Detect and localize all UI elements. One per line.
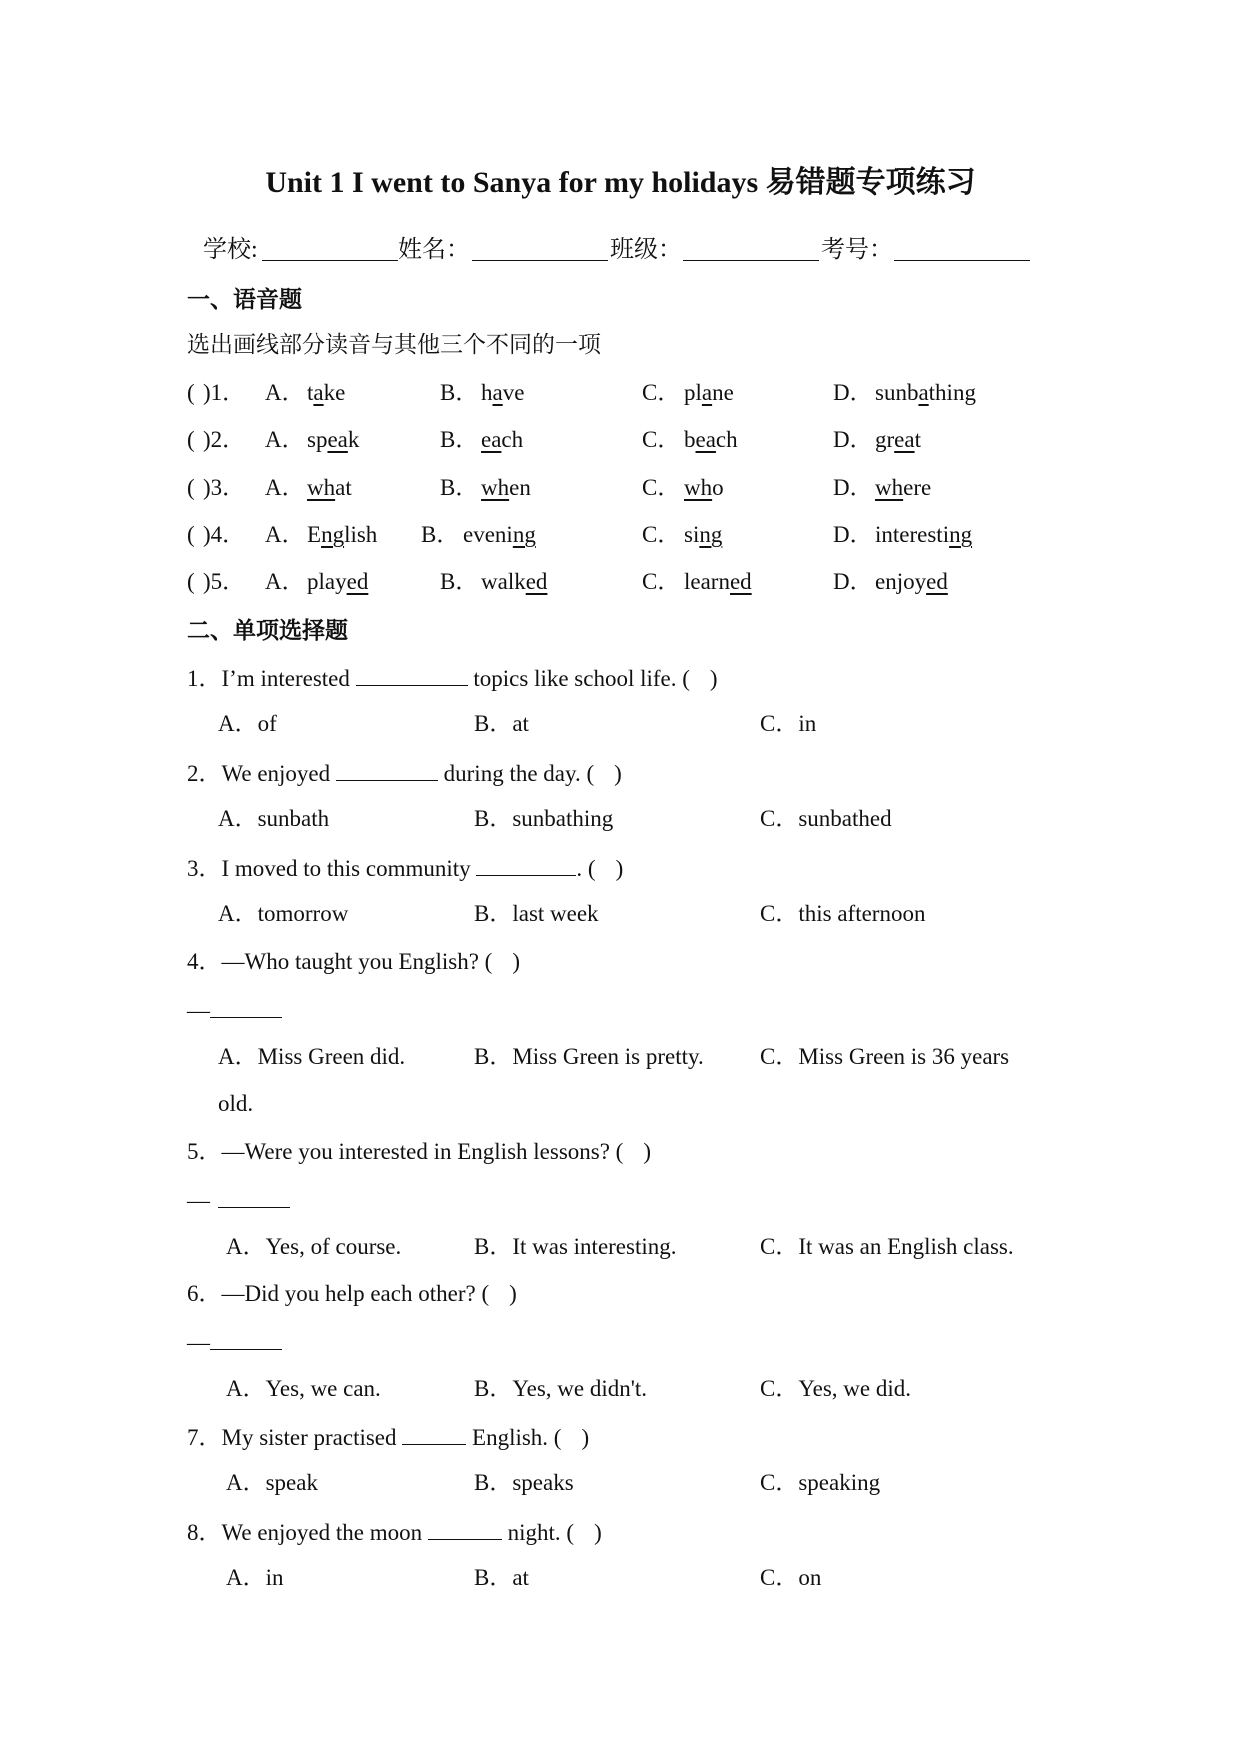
option-word-a[interactable] <box>307 381 345 404</box>
question-stem <box>187 665 718 690</box>
underlined-part: wh <box>684 475 713 500</box>
underlined-part: ed <box>525 569 548 594</box>
question-stem <box>187 1519 602 1544</box>
question-text: I’m interested <box>221 666 356 691</box>
word-part: k <box>347 427 360 452</box>
word-part: h <box>481 380 493 405</box>
question-text: —Were you interested in English lessons? ( <box>221 1139 624 1164</box>
option-b[interactable]: B．Miss Green is pretty. <box>474 1044 704 1069</box>
word-part: lish <box>344 522 378 547</box>
option-letter-d: D． <box>833 569 873 594</box>
option-word-c[interactable] <box>684 381 734 404</box>
underlined-part: ng <box>699 522 723 547</box>
class-field[interactable] <box>683 238 819 265</box>
reply-line <box>187 1329 282 1354</box>
word-part: ch <box>715 427 738 452</box>
option-letter-c: C． <box>642 569 681 594</box>
question-number: 8． <box>187 1520 222 1545</box>
option-word-d[interactable] <box>875 523 972 546</box>
section1-heading: 一、语音题 <box>187 287 302 312</box>
option-letter-c: C． <box>642 427 681 452</box>
question-stem <box>187 855 623 880</box>
underlined-part: a <box>313 380 324 405</box>
option-a[interactable]: A．speak <box>226 1470 318 1495</box>
option-b[interactable]: B．speaks <box>474 1470 574 1495</box>
option-c[interactable]: C．It was an English class. <box>760 1234 1014 1259</box>
option-letter-d: D． <box>833 475 873 500</box>
word-part: pl <box>684 380 702 405</box>
option-c[interactable]: C．Yes, we did. <box>760 1376 912 1401</box>
word-part: sunb <box>875 380 919 405</box>
option-word-a[interactable] <box>307 523 377 546</box>
question-stem <box>187 950 520 973</box>
option-c[interactable]: C．speaking <box>760 1470 881 1495</box>
word-part: ne <box>712 380 734 405</box>
question-stem <box>187 760 622 785</box>
option-letter-c: C． <box>642 380 681 405</box>
option-letter-a: A． <box>265 427 305 452</box>
option-letter-a: A． <box>265 522 305 547</box>
underlined-part: ng <box>949 522 973 547</box>
option-letter-a: A． <box>265 569 305 594</box>
dash: — <box>187 1188 210 1213</box>
underlined-part: a <box>492 380 503 405</box>
question-text: topics like school life. ( <box>467 666 690 691</box>
option-c[interactable]: C．on <box>760 1565 822 1590</box>
question-text: —Did you help each other? ( <box>221 1281 490 1306</box>
underlined-part: wh <box>875 475 904 500</box>
answer-paren[interactable]: ( <box>187 569 195 594</box>
close-paren: ) <box>594 1520 602 1545</box>
answer-paren[interactable]: ( <box>187 380 195 405</box>
option-letter-d: D． <box>833 427 873 452</box>
section2-heading: 二、单项选择题 <box>187 618 348 643</box>
question-number: 7． <box>187 1425 222 1450</box>
reply-blank[interactable] <box>210 997 282 1018</box>
word-part: gr <box>875 427 895 452</box>
question-text: —Who taught you English? ( <box>221 949 493 974</box>
underlined-part: ea <box>481 427 502 452</box>
word-part: ch <box>501 427 524 452</box>
answer-blank[interactable] <box>402 1424 466 1445</box>
underlined-part: ng <box>321 522 345 547</box>
page-title: Unit 1 I went to Sanya for my holidays 易错题专项练习 <box>265 166 976 199</box>
option-b[interactable]: B．last week <box>474 901 599 926</box>
question-number: 1． <box>187 666 222 691</box>
answer-paren[interactable]: ( <box>187 475 195 500</box>
question-text: We enjoyed <box>221 761 336 786</box>
option-word-a[interactable] <box>307 570 368 593</box>
close-paren: ) <box>615 856 624 881</box>
close-paren: ) <box>614 761 622 786</box>
close-paren: ) <box>509 1281 517 1306</box>
underlined-part: ea <box>695 427 716 452</box>
question-text: English. ( <box>466 1425 562 1450</box>
school-label: 学校: <box>203 237 258 263</box>
number-field[interactable] <box>894 238 1030 265</box>
option-b[interactable]: B．It was interesting. <box>474 1234 677 1259</box>
word-part: ke <box>323 380 346 405</box>
class-label: 班级： <box>610 237 682 263</box>
question-number: )5． <box>203 569 246 594</box>
option-a[interactable]: A．Miss Green did. <box>218 1044 406 1069</box>
reply-blank[interactable] <box>210 1329 282 1350</box>
option-word-b[interactable] <box>481 381 524 404</box>
answer-blank[interactable] <box>476 855 576 876</box>
underlined-part: a <box>701 380 713 405</box>
answer-blank[interactable] <box>336 760 438 781</box>
question-text: I moved to this community <box>221 856 477 881</box>
option-word-d[interactable] <box>875 570 948 593</box>
underlined-part: ed <box>926 569 948 594</box>
word-part: eveni <box>463 522 513 547</box>
option-a[interactable]: A．sunbath <box>218 806 330 831</box>
answer-blank[interactable] <box>428 1519 502 1540</box>
word-part: si <box>684 522 700 547</box>
option-word-c[interactable] <box>684 476 724 499</box>
option-c[interactable]: C．this afternoon <box>760 901 926 926</box>
answer-paren[interactable]: ( <box>187 522 195 547</box>
option-word-a[interactable] <box>307 428 359 451</box>
option-word-d[interactable] <box>875 476 931 499</box>
close-paren: ) <box>581 1425 590 1450</box>
option-word-a[interactable] <box>307 476 352 499</box>
option-word-b[interactable] <box>463 523 536 546</box>
word-part: t <box>307 380 314 405</box>
word-part: play <box>307 569 347 594</box>
word-part: enjoy <box>875 569 927 594</box>
option-a[interactable]: A．Yes, we can. <box>226 1376 381 1401</box>
option-word-b[interactable] <box>481 570 547 593</box>
school-field[interactable] <box>262 238 398 265</box>
option-b[interactable]: B．at <box>474 1565 529 1590</box>
option-b[interactable]: B．Yes, we didn't. <box>474 1376 648 1401</box>
underlined-part: ng <box>512 522 536 547</box>
close-paren: ) <box>512 949 521 974</box>
underlined-part: ed <box>729 569 752 594</box>
question-text: We enjoyed the moon <box>221 1520 428 1545</box>
dash: — <box>187 998 210 1023</box>
option-word-b[interactable] <box>481 476 531 499</box>
word-part: thing <box>928 380 976 405</box>
option-letter-d: D． <box>833 522 873 547</box>
question-number: )1． <box>203 380 246 405</box>
question-number: 5． <box>187 1139 222 1164</box>
option-word-c[interactable] <box>684 523 722 546</box>
underlined-part: ea <box>894 427 915 452</box>
question-text: during the day. ( <box>437 761 595 786</box>
option-letter-d: D． <box>833 380 873 405</box>
question-number: 3． <box>187 856 222 881</box>
option-word-c[interactable] <box>684 428 738 451</box>
option-letter-b: B． <box>421 522 460 547</box>
word-part: at <box>335 475 352 500</box>
word-part: interesti <box>875 522 950 547</box>
underlined-part: wh <box>307 475 336 500</box>
word-part: sp <box>307 427 328 452</box>
option-a[interactable]: A．tomorrow <box>218 901 349 926</box>
option-c[interactable]: C．in <box>760 711 817 736</box>
question-stem <box>187 1140 651 1163</box>
option-a[interactable]: A．Yes, of course. <box>226 1234 402 1259</box>
option-letter-b: B． <box>440 475 479 500</box>
option-word-b[interactable] <box>481 428 523 451</box>
option-b[interactable]: B．sunbathing <box>474 806 614 831</box>
option-c-continued: old. <box>218 1091 254 1116</box>
option-a[interactable]: A．in <box>226 1565 284 1590</box>
underlined-part: wh <box>481 475 510 500</box>
word-part: ere <box>903 475 932 500</box>
option-b[interactable]: B．at <box>474 711 529 736</box>
question-text: night. ( <box>501 1520 575 1545</box>
reply-blank[interactable] <box>218 1187 290 1208</box>
question-text: My sister practised <box>221 1425 403 1450</box>
close-paren: ) <box>709 666 718 691</box>
question-number: 6． <box>187 1281 222 1306</box>
word-part: t <box>914 427 921 452</box>
option-letter-c: C． <box>642 522 681 547</box>
word-part: en <box>509 475 531 500</box>
word-part: E <box>307 522 322 547</box>
option-letter-a: A． <box>265 475 305 500</box>
question-number: 4． <box>187 949 222 974</box>
close-paren: ) <box>643 1139 652 1164</box>
option-word-d[interactable] <box>875 381 976 404</box>
option-c[interactable]: C．sunbathed <box>760 806 892 831</box>
word-part: b <box>684 427 696 452</box>
option-word-d[interactable] <box>875 428 921 451</box>
word-part: ve <box>502 380 525 405</box>
word-part: o <box>712 475 724 500</box>
option-a[interactable]: A．of <box>218 711 277 736</box>
option-letter-a: A． <box>265 380 305 405</box>
option-letter-b: B． <box>440 427 479 452</box>
word-part: walk <box>481 569 526 594</box>
question-number: 2． <box>187 761 222 786</box>
option-letter-b: B． <box>440 380 479 405</box>
answer-blank[interactable] <box>356 665 468 686</box>
option-letter-b: B． <box>440 569 479 594</box>
word-part: learn <box>684 569 730 594</box>
question-text: . ( <box>576 856 596 881</box>
underlined-part: ea <box>327 427 348 452</box>
question-stem <box>187 1282 517 1305</box>
reply-line <box>187 1187 290 1212</box>
name-label: 姓名： <box>398 237 470 263</box>
reply-line <box>187 997 282 1022</box>
question-number: )2． <box>203 427 246 452</box>
number-label: 考号： <box>821 237 893 263</box>
section1-instruction: 选出画线部分读音与其他三个不同的一项 <box>187 332 601 357</box>
question-number: )4． <box>203 522 246 547</box>
question-number: )3． <box>203 475 246 500</box>
underlined-part: a <box>918 380 929 405</box>
name-field[interactable] <box>472 238 608 265</box>
underlined-part: ed <box>346 569 369 594</box>
option-word-c[interactable] <box>684 570 752 593</box>
answer-paren[interactable]: ( <box>187 427 195 452</box>
option-c[interactable]: C．Miss Green is 36 years <box>760 1044 1010 1069</box>
option-letter-c: C． <box>642 475 681 500</box>
question-stem <box>187 1424 589 1449</box>
dash: — <box>187 1330 210 1355</box>
